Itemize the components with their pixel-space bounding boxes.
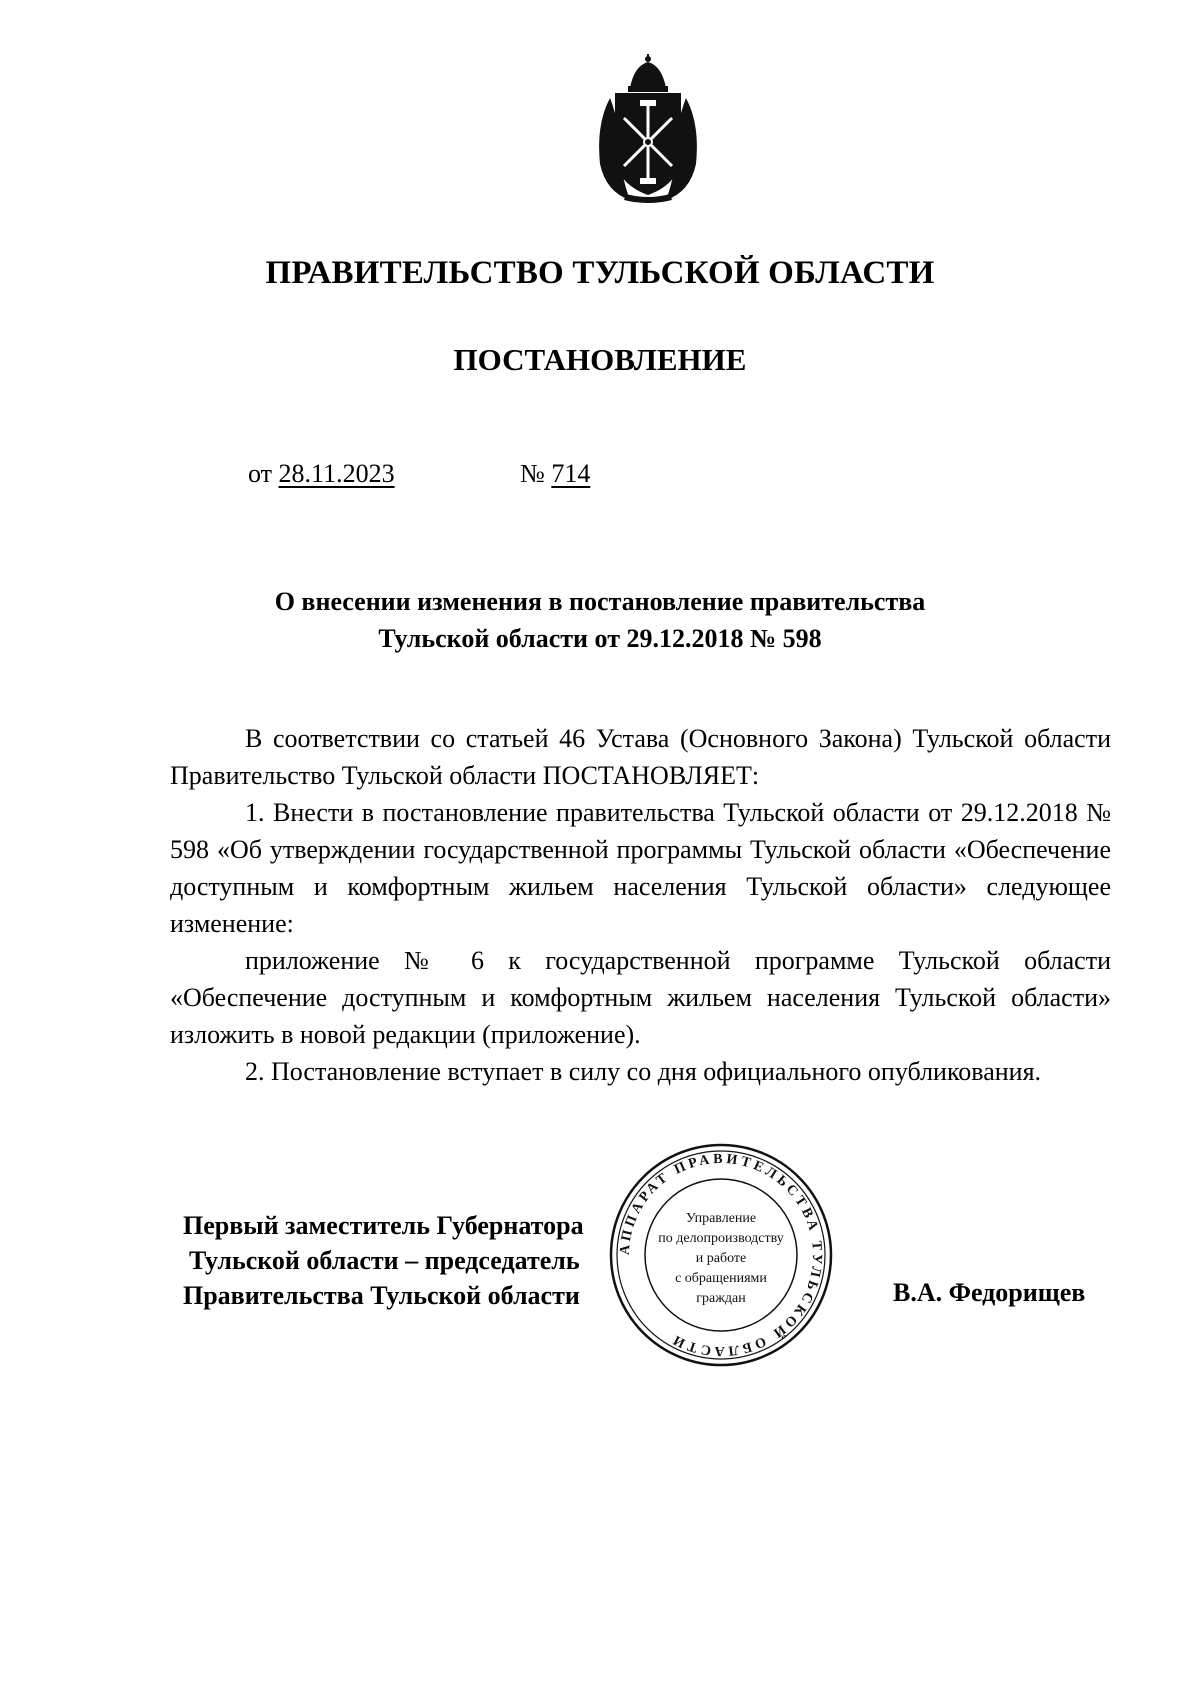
stamp-center-line-1: Управление [685,1211,757,1226]
subject-line-1: О внесении изменения в постановление правительства [274,587,926,616]
body-paragraph-4: 2. Постановление вступает в силу со дня официального опубликования. [245,1057,1042,1086]
body-paragraph-2: 1. Внести в постановление правительства Тульской области от 29.12.2018 № 598 «Об утверждении государственной программы Тульской области «Обеспечение доступным и комфортным жильем населения Тульской области» следующее изменение: [170,798,1111,938]
signatory-title-line-3: Правительства Тульской области [183,1281,580,1310]
number-prefix: № [520,459,552,488]
stamp-center-line-2: по делопроизводству [658,1231,784,1246]
subject-line-2: Тульской области от 29.12.2018 № 598 [378,624,822,653]
number-value: 714 [551,459,591,488]
document-date [248,459,395,489]
stamp-center-line-4: с обращениями [675,1271,767,1286]
document-number [520,459,590,489]
stamp-ring-text: АППАРАТ ПРАВИТЕЛЬСТВА ТУЛЬСКОЙ ОБЛАСТИ [617,1151,825,1359]
government-heading: ПРАВИТЕЛЬСТВО ТУЛЬСКОЙ ОБЛАСТИ [265,255,935,291]
tula-coat-of-arms-icon [590,54,706,206]
official-stamp [608,1142,834,1368]
document-type-heading: ПОСТАНОВЛЕНИЕ [453,342,747,377]
document-subject [170,583,1030,657]
date-prefix: от [248,459,279,488]
body-paragraph-1: В соответствии со статьей 46 Устава (Основного Закона) Тульской области Правительство Тульской области ПОСТАНОВЛЯЕТ: [170,724,1111,790]
stamp-center-line-5: граждан [696,1291,746,1306]
document-body [170,720,1111,1090]
body-paragraph-3: приложение № 6 к государственной программе Тульской области «Обеспечение доступным и комфортным жильем населения Тульской области» изложить в новой редакции (приложение). [170,946,1111,1049]
date-value: 28.11.2023 [278,459,395,488]
signatory-name: В.А. Федорищев [893,1278,1086,1307]
stamp-center-line-3: и работе [695,1251,747,1266]
signatory-title-line-1: Первый заместитель Губернатора [183,1211,584,1240]
signatory-title-line-2: Тульской области – председатель [189,1246,580,1275]
